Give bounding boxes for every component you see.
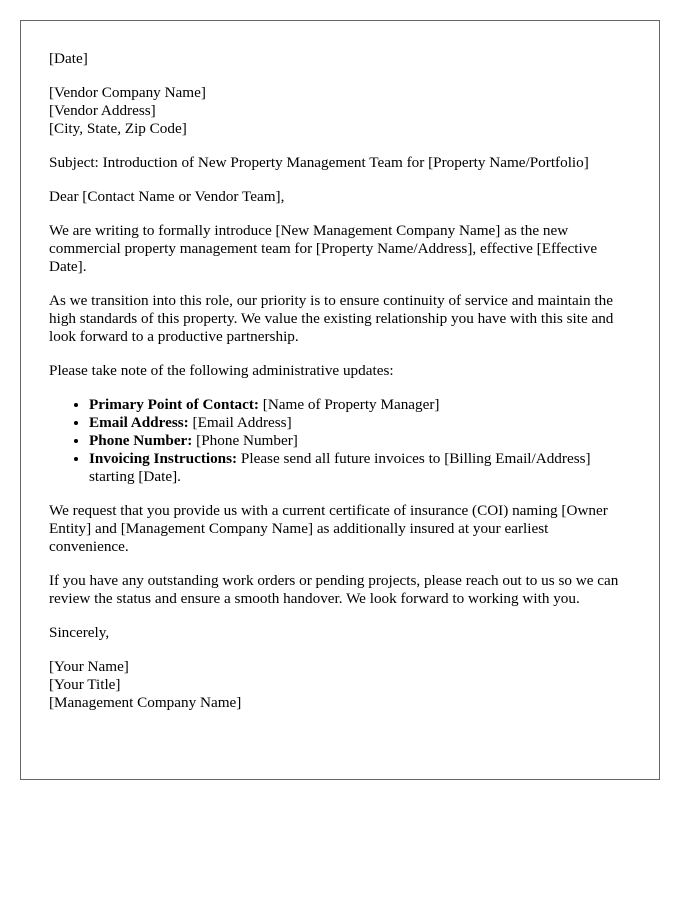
letter [20, 20, 660, 780]
letter-closing: Sincerely, [49, 624, 110, 641]
update-label: Email Address: [89, 414, 189, 431]
updates-intro: Please take note of the following administrative updates: [49, 362, 394, 379]
updates-list [49, 396, 631, 486]
signature-name: [Your Name] [49, 658, 129, 675]
vendor-company-name: [Vendor Company Name] [49, 84, 206, 101]
paragraph-handover: If you have any outstanding work orders or pending projects, please reach out to us so we can review the status and ensure a smooth handover. We look forward to working with you. [49, 572, 619, 607]
paragraph-intro: We are writing to formally introduce [New Management Company Name] as the new commercial property management team for [Property Name/Address], effective [Effective Date]. [49, 222, 598, 275]
update-label: Phone Number: [89, 432, 193, 449]
update-label: Invoicing Instructions: [89, 450, 238, 467]
update-label: Primary Point of Contact: [89, 396, 259, 413]
vendor-address-block [49, 84, 631, 138]
letter-salutation: Dear [Contact Name or Vendor Team], [49, 188, 285, 205]
list-item [89, 414, 631, 432]
update-value: [Email Address] [188, 414, 292, 431]
letter-subject: Subject: Introduction of New Property Management Team for [Property Name/Portfolio] [49, 154, 589, 171]
paragraph-transition: As we transition into this role, our priority is to ensure continuity of service and maintain the high standards of this property. We value the existing relationship you have with this site and look forward to a productive partnership. [49, 292, 614, 345]
signature-company: [Management Company Name] [49, 694, 242, 711]
letter-date: [Date] [49, 50, 88, 67]
update-value: [Phone Number] [192, 432, 298, 449]
signature-title: [Your Title] [49, 676, 121, 693]
list-item [89, 432, 631, 450]
update-value: Please send all future invoices to [Billing Email/Address] starting [Date]. [89, 450, 591, 485]
vendor-address: [Vendor Address] [49, 102, 156, 119]
vendor-city-state-zip: [City, State, Zip Code] [49, 120, 187, 137]
paragraph-coi: We request that you provide us with a current certificate of insurance (COI) naming [Owner Entity] and [Management Company Name] as additionally insured at your earliest convenience. [49, 502, 608, 555]
signature-block [49, 658, 631, 712]
list-item [89, 450, 631, 486]
list-item [89, 396, 631, 414]
update-value: [Name of Property Manager] [258, 396, 440, 413]
